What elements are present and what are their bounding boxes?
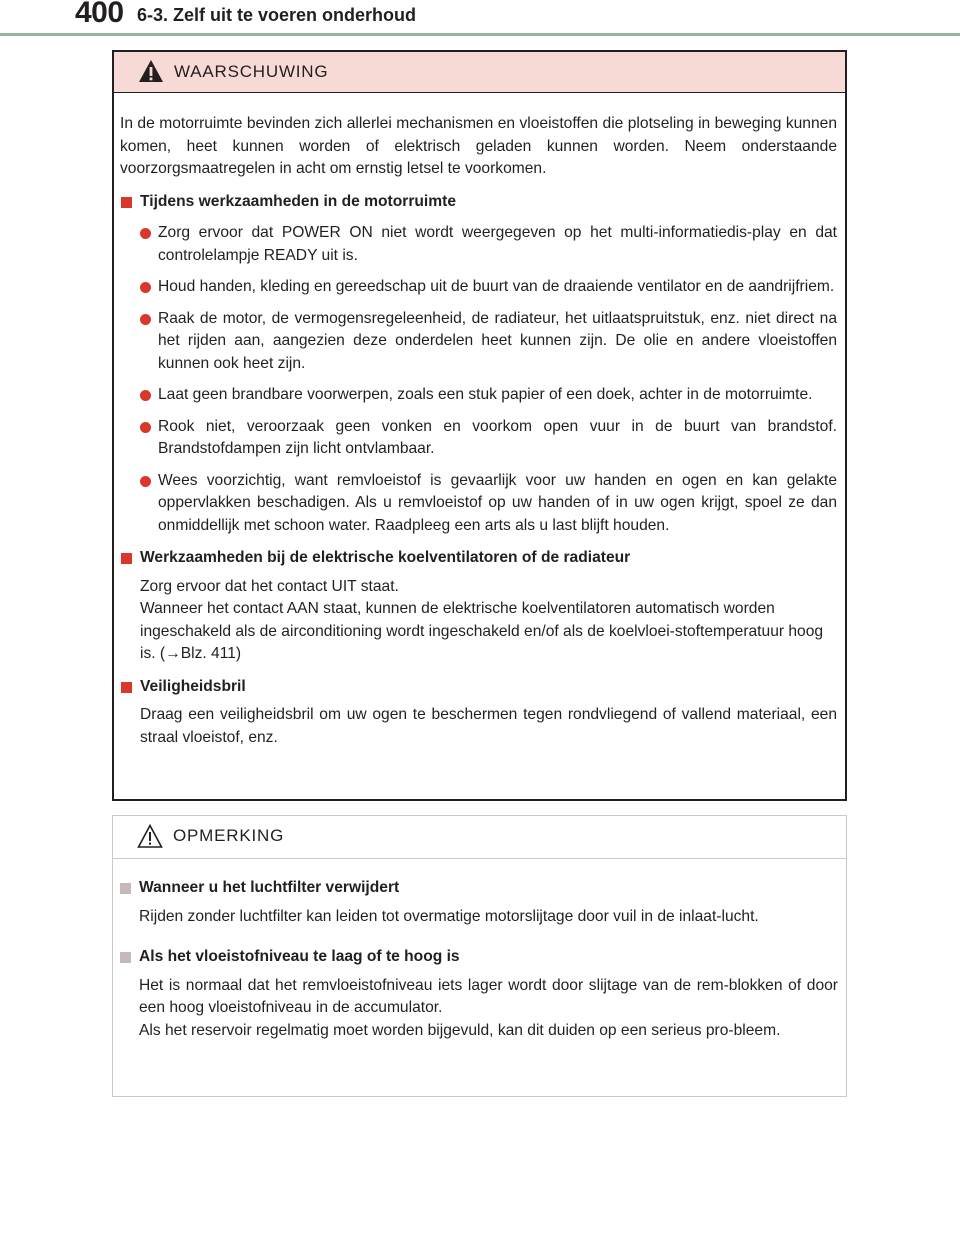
round-bullet-icon (140, 282, 151, 293)
note-subheading: Wanneer u het luchtfilter verwijdert (119, 877, 838, 900)
square-bullet-icon (120, 883, 131, 894)
note-paragraph: Als het reservoir regelmatig moet worden bijgevuld, kan dit duiden op een serieus pro-bleem. (139, 1021, 781, 1039)
warning-bullet: Rook niet, veroorzaak geen vonken en voorkom open vuur in de buurt van brandstof. Brandstofdampen zijn licht ontvlambaar. (120, 416, 837, 461)
warning-paragraph: Zorg ervoor dat het contact UIT staat. (140, 577, 399, 595)
round-bullet-icon (140, 314, 151, 325)
warning-intro: In de motorruimte bevinden zich allerlei mechanismen en vloeistoffen die plotseling in beweging kunnen komen, heet kunnen worden of elektrisch geladen kunnen worden. Neem onderstaande voorzorgsmaatregelen in acht om ernstig letsel te voorkomen. (120, 115, 837, 177)
caution-triangle-icon (137, 824, 163, 848)
note-title: OPMERKING (173, 826, 285, 845)
warning-title: WAARSCHUWING (174, 62, 329, 81)
note-subheading: Als het vloeistofniveau te laag of te hoog is (119, 946, 838, 969)
square-bullet-icon (120, 952, 131, 963)
warning-subheading: Werkzaamheden bij de elektrische koelventilatoren of de radiateur (120, 547, 837, 570)
warning-bullet: Laat geen brandbare voorwerpen, zoals een stuk papier of een doek, achter in de motorruimte. (120, 384, 837, 407)
header-rule (0, 33, 960, 36)
note-paragraph: Rijden zonder luchtfilter kan leiden tot overmatige motorslijtage door vuil in de inlaat-lucht. (139, 907, 759, 925)
round-bullet-icon (140, 228, 151, 239)
warning-bullet: Wees voorzichtig, want remvloeistof is gevaarlijk voor uw handen en ogen en kan gelakte oppervlakken beschadigen. Als u remvloeistof op uw handen of in uw ogen krijgt, spoel ze dan onmiddellijk met schoon water. Raadpleeg een arts als u last blijft houden. (120, 470, 837, 538)
warning-paragraph: Draag een veiligheidsbril om uw ogen te beschermen tegen rondvliegend of vallend materiaal, een straal vloeistof, enz. (140, 706, 837, 746)
warning-bullet: Houd handen, kleding en gereedschap uit de buurt van de draaiende ventilator en de aandrijfriem. (120, 276, 837, 299)
square-bullet-icon (121, 682, 132, 693)
warning-bullet: Raak de motor, de vermogensregeleenheid, de radiateur, het uitlaatspruitstuk, enz. niet direct na het rijden aan, aangezien deze onderdelen heet kunnen zijn. De olie en andere vloeistoffen kunnen ook heet zijn. (120, 308, 837, 376)
warning-subheading: Tijdens werkzaamheden in de motorruimte (120, 191, 837, 214)
square-bullet-icon (121, 553, 132, 564)
warning-box (112, 50, 847, 801)
page-header (0, 0, 960, 38)
warning-paragraph: Wanneer het contact AAN staat, kunnen de elektrische koelventilatoren automatisch worden ingeschakeld als de airconditioning wordt ingeschakeld en/of als de koelvloei-stoftemperatuur hoog is. (→Blz. 411) (140, 600, 824, 662)
warning-body (114, 113, 845, 749)
round-bullet-icon (140, 422, 151, 433)
note-body (113, 877, 846, 1042)
note-paragraph: Het is normaal dat het remvloeistofniveau iets lager wordt door slijtage van de rem-blokken of door een hoog vloeistofniveau in de accumulator. (139, 976, 838, 1016)
section-title: 6-3. Zelf uit te voeren onderhoud (137, 5, 417, 25)
warning-bullet: Zorg ervoor dat POWER ON niet wordt weergegeven op het multi-informatiedis-play en dat controlelampje READY uit is. (120, 222, 837, 267)
round-bullet-icon (140, 476, 151, 487)
note-box (112, 815, 847, 1097)
page-number: 400 (75, 0, 124, 29)
note-header (113, 816, 846, 859)
round-bullet-icon (140, 390, 151, 401)
warning-header (114, 52, 845, 93)
square-bullet-icon (121, 197, 132, 208)
warning-triangle-icon (138, 59, 164, 83)
warning-subheading: Veiligheidsbril (120, 676, 837, 699)
